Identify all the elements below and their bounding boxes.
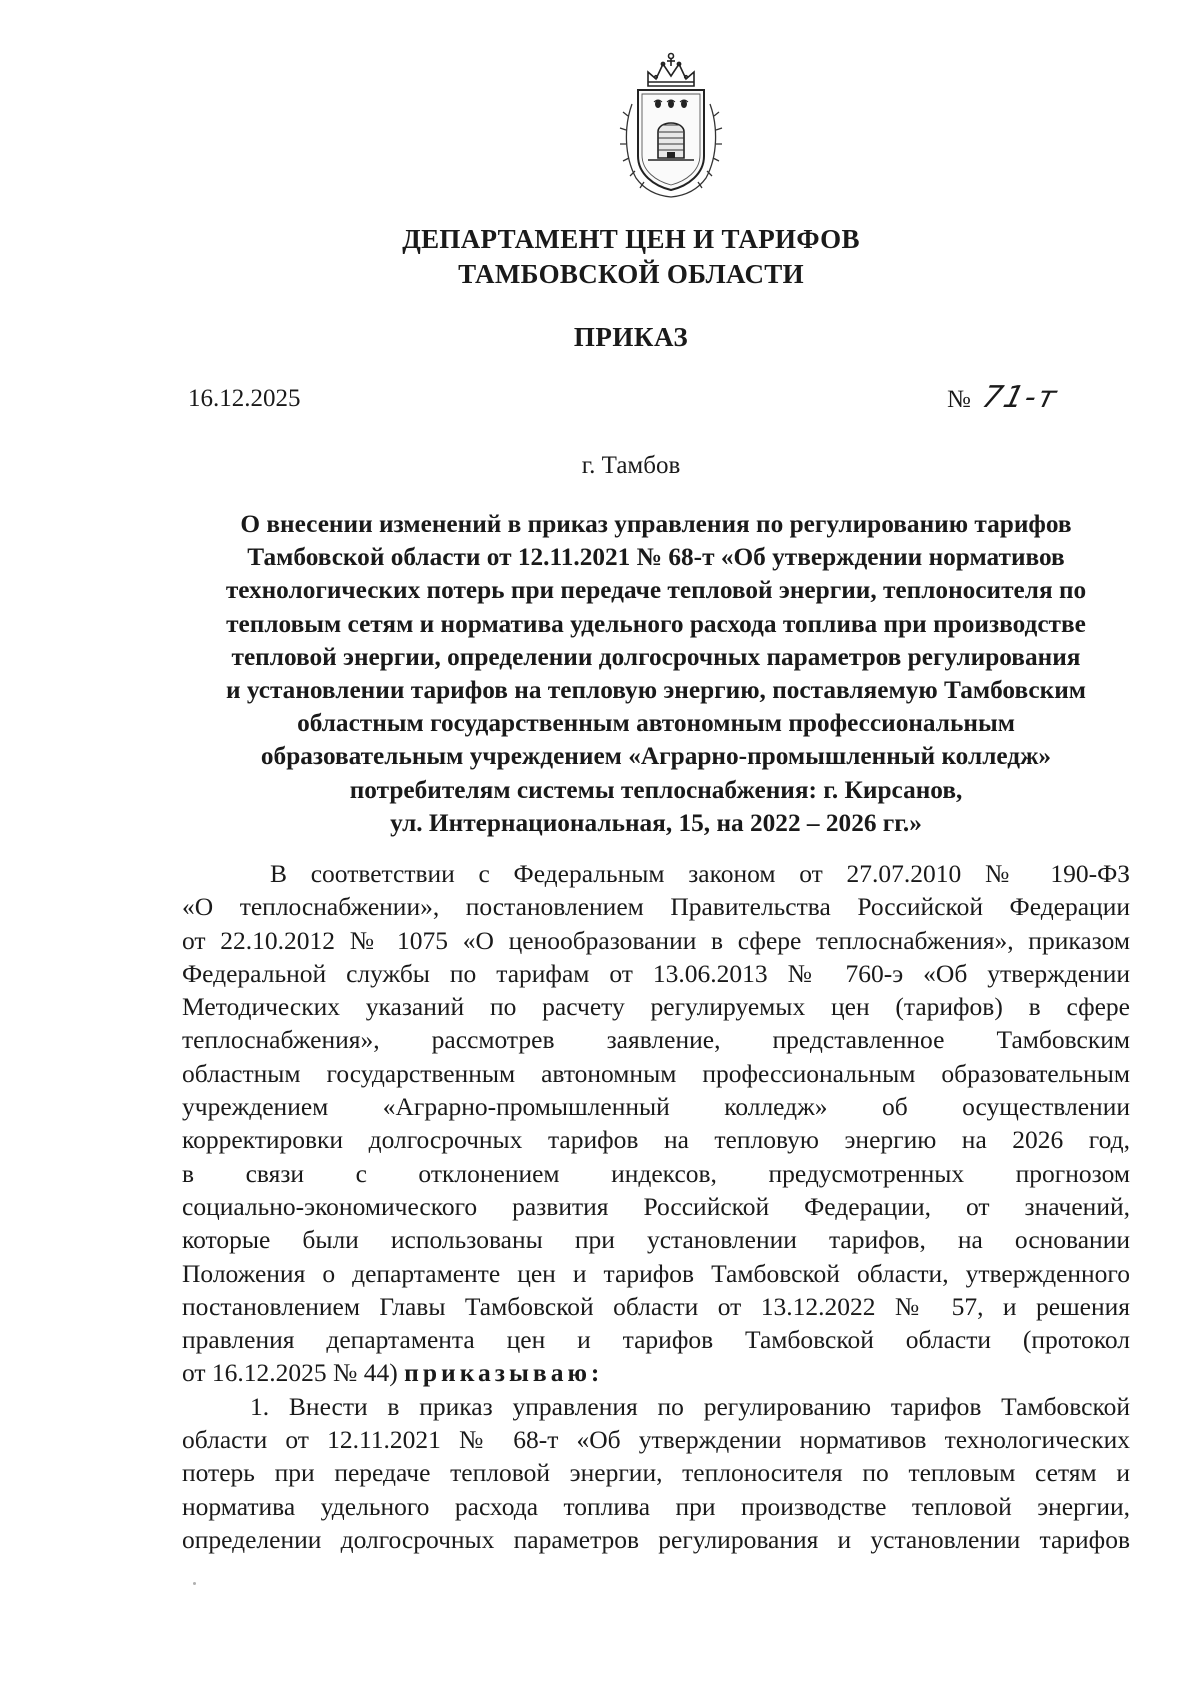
document-body — [182, 857, 1130, 1556]
document-title — [182, 508, 1130, 840]
coat-of-arms-icon — [618, 46, 724, 198]
body-line: учреждением «Аграрно-промышленный колледж» об осуществлении — [182, 1092, 1130, 1122]
order-word: приказываю: — [404, 1358, 604, 1388]
body-line: «О теплоснабжении», постановлением Правительства Российской Федерации — [182, 892, 1130, 922]
title-line: потребителям системы теплоснабжения: г. Кирсанов, — [349, 775, 963, 804]
organization-line-2: ТАМБОВСКОЙ ОБЛАСТИ — [458, 259, 804, 289]
point-1-line: потерь при передаче тепловой энергии, теплоносителя по тепловым сетям и — [182, 1458, 1130, 1488]
body-line: В соответствии с Федеральным законом от 27.07.2010 № 190-ФЗ — [270, 859, 1130, 888]
title-line: О внесении изменений в приказ управления по регулированию тарифов — [240, 510, 1072, 538]
body-line: социально-экономического развития Российской Федерации, от значений, — [182, 1191, 1130, 1221]
body-line: в связи с отклонением индексов, предусмотренных прогнозом — [182, 1158, 1130, 1188]
body-line: от 22.10.2012 № 1075 «О ценообразовании в сфере теплоснабжения», приказом — [182, 925, 1130, 955]
document-type: ПРИКАЗ — [573, 322, 689, 352]
document-date: 16.12.2025 — [188, 385, 301, 412]
body-line: постановлением Главы Тамбовской области от 13.12.2022 № 57, и решения — [182, 1291, 1130, 1321]
title-line: тепловой энергии, определении долгосрочных параметров регулирования — [231, 642, 1081, 671]
organization-name — [0, 222, 1200, 292]
body-line: областным государственным автономным профессиональным образовательным — [182, 1058, 1130, 1088]
body-line: теплоснабжения», рассмотрев заявление, представленное Тамбовским — [182, 1025, 1130, 1055]
title-line: ул. Интернациональная, 15, на 2022 – 2026 гг.» — [390, 808, 922, 837]
body-line: которые были использованы при установлении тарифов, на основании — [182, 1225, 1130, 1255]
body-line: Методических указаний по расчету регулируемых цен (тарифов) в сфере — [182, 992, 1130, 1022]
point-1-line: области от 12.11.2021 № 68-т «Об утверждении нормативов технологических — [182, 1425, 1130, 1455]
order-reference: от 16.12.2025 № 44) — [182, 1358, 398, 1388]
body-line: корректировки долгосрочных тарифов на тепловую энергию на 2026 год, — [182, 1125, 1130, 1155]
point-1-line: норматива удельного расхода топлива при производстве тепловой энергии, — [182, 1491, 1130, 1521]
document-city: г. Тамбов — [581, 452, 681, 479]
title-line: тепловым сетям и норматива удельного расхода топлива при производстве — [226, 609, 1086, 638]
number-sign: № — [947, 386, 971, 413]
scan-speck — [193, 1582, 196, 1585]
title-line: Тамбовской области от 12.11.2021 № 68-т «Об утверждении нормативов — [247, 543, 1065, 572]
body-line: Федеральной службы по тарифам от 13.06.2013 № 760-э «Об утверждении — [182, 958, 1130, 988]
title-line: технологических потерь при передаче тепловой энергии, теплоносителя по — [225, 576, 1087, 605]
point-1-line: определении долгосрочных параметров регулирования и установлении тарифов — [182, 1524, 1130, 1554]
document-number — [947, 380, 1062, 415]
title-line: образовательным учреждением «Аграрно-промышленный колледж» — [260, 742, 1052, 771]
point-1-line: 1. Внести в приказ управления по регулированию тарифов Тамбовской — [250, 1391, 1130, 1421]
title-line: областным государственным автономным профессиональным — [297, 709, 1015, 738]
title-line: и установлении тарифов на тепловую энергию, поставляемую Тамбовским — [225, 676, 1087, 705]
body-line: правления департамента цен и тарифов Тамбовской области (протокол — [182, 1325, 1130, 1355]
handwritten-number: 71-т — [978, 380, 1062, 415]
body-line: Положения о департаменте цен и тарифов Тамбовской области, утвержденного — [182, 1258, 1130, 1288]
body-line-order — [182, 1356, 1130, 1389]
organization-line-1: ДЕПАРТАМЕНТ ЦЕН И ТАРИФОВ — [402, 224, 860, 254]
